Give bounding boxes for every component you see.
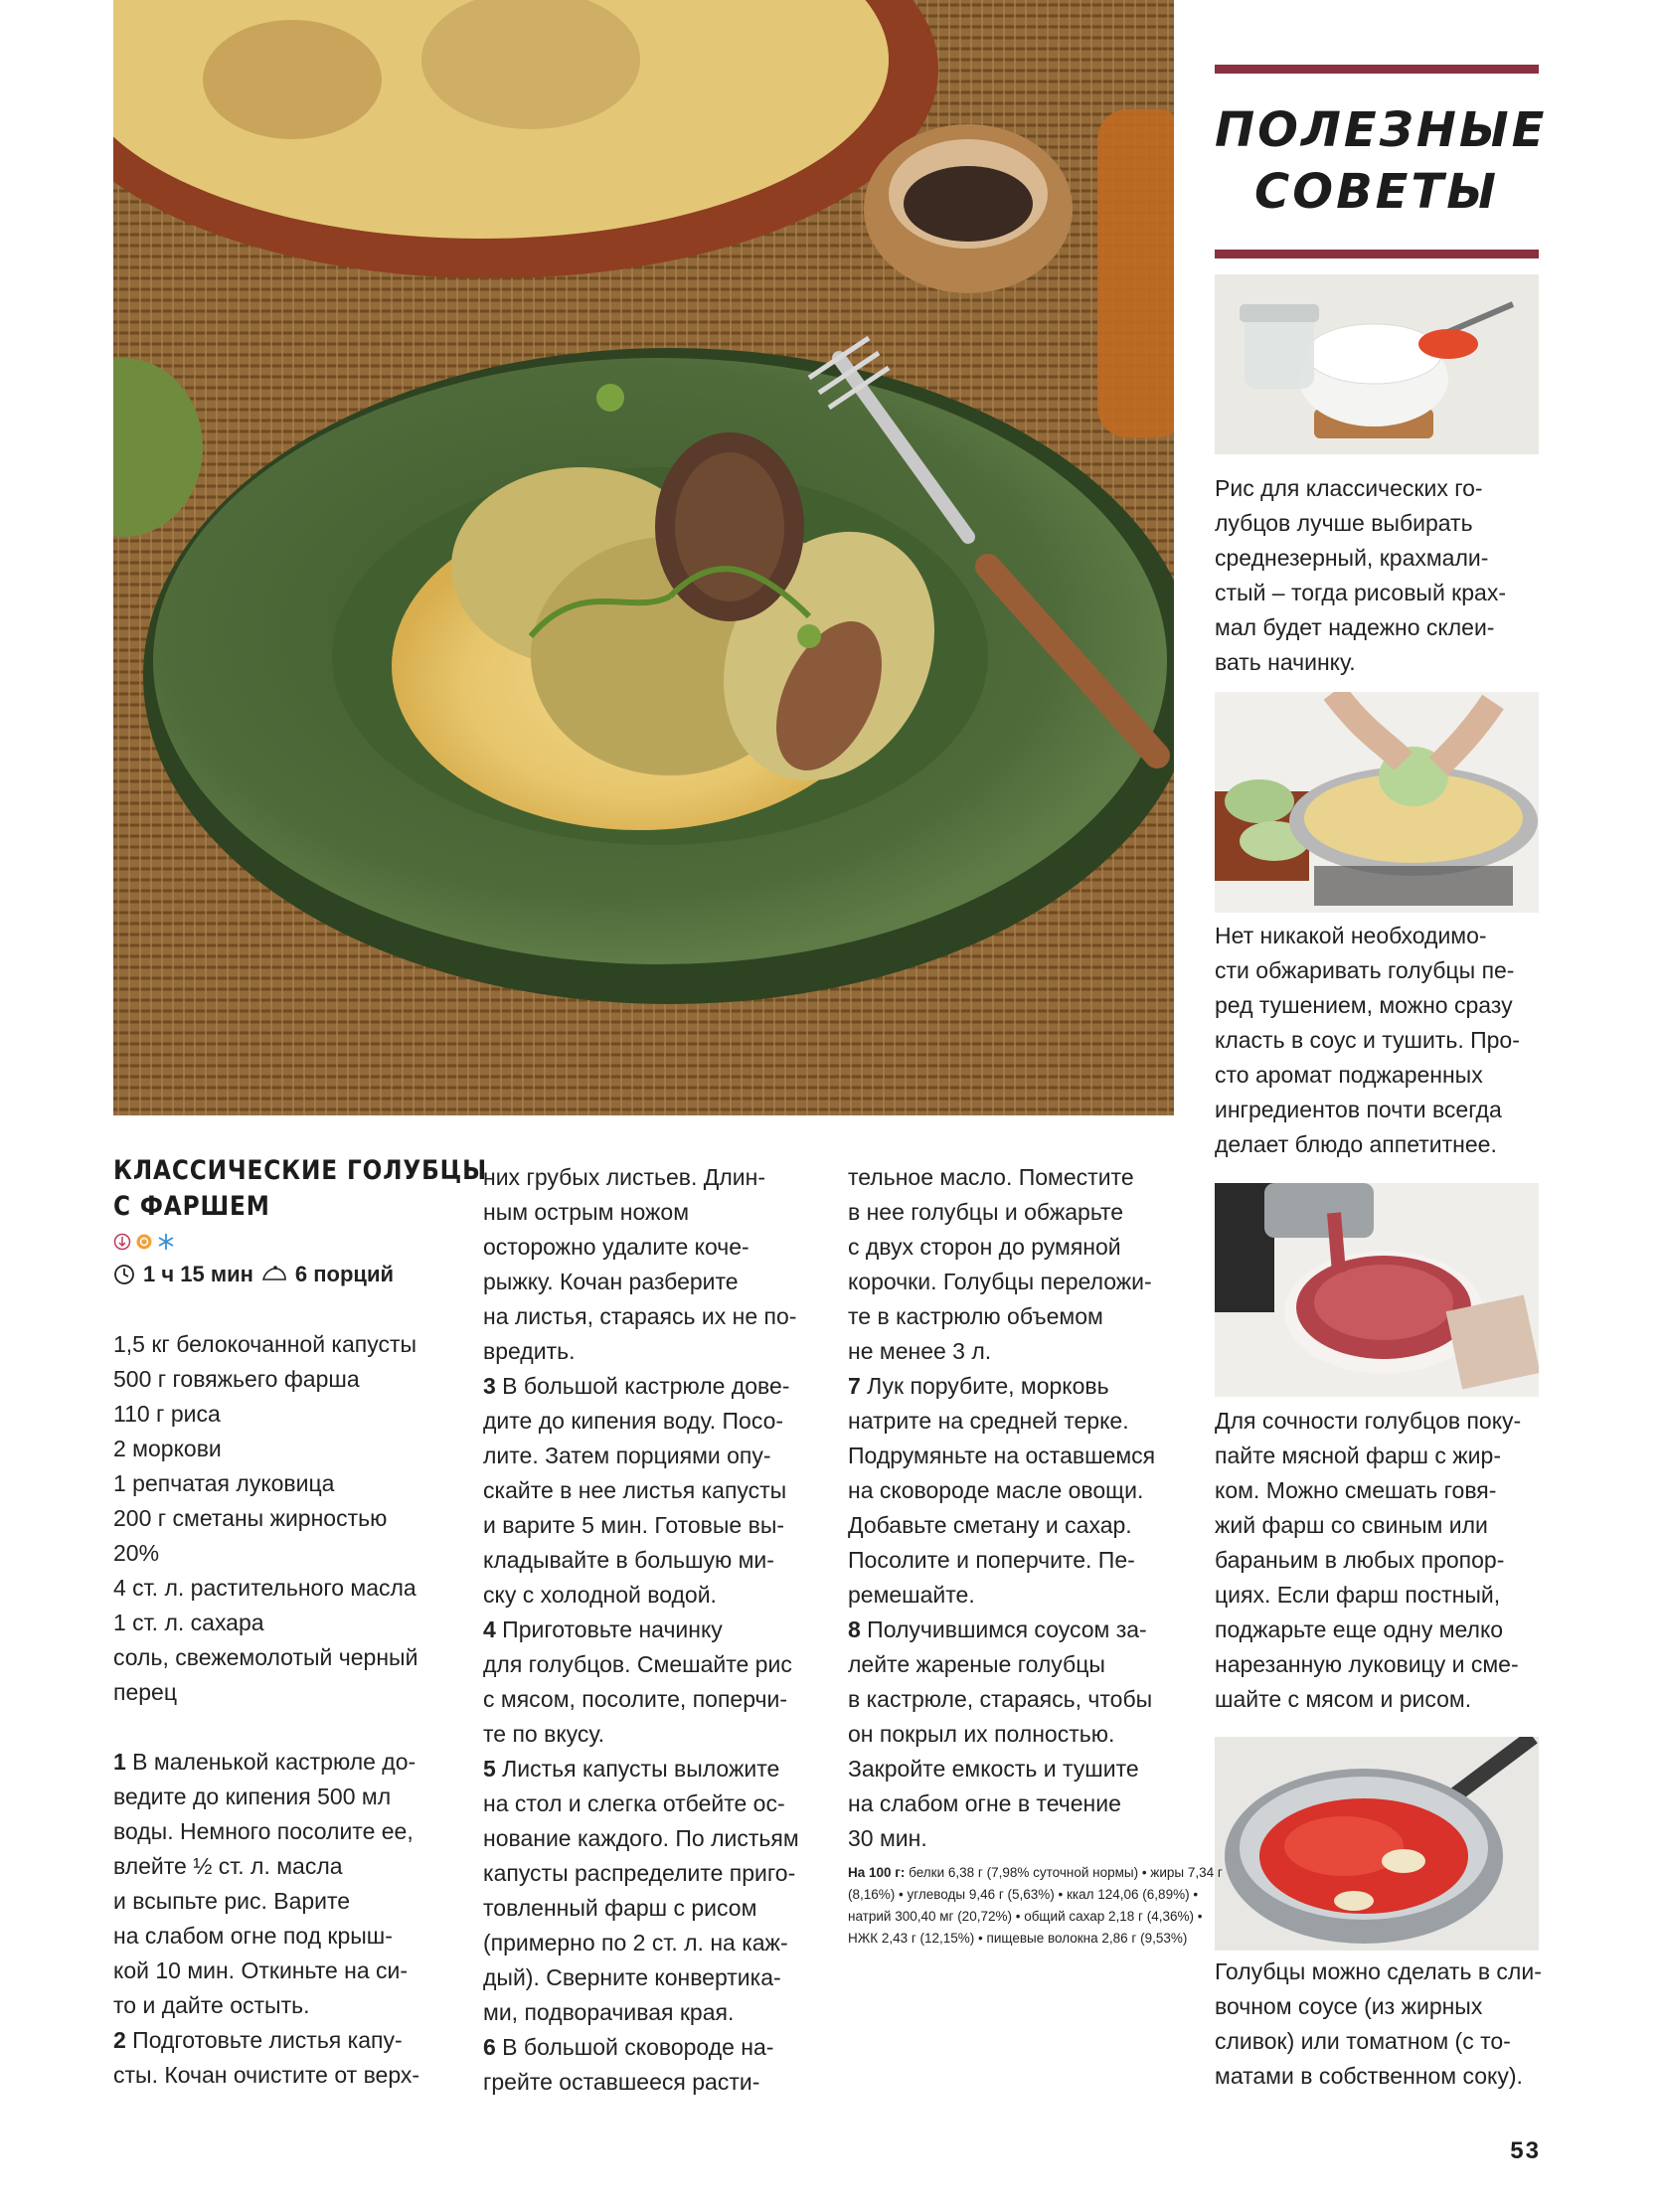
ingredient-item: 20% (113, 1540, 160, 1566)
ingredient-item: 1,5 кг белокочанной капусты (113, 1331, 417, 1357)
step-text: лите. Затем порциями опу- (483, 1443, 771, 1468)
tips-bottom-rule (1215, 250, 1539, 258)
step-text: и варите 5 мин. Готовые вы- (483, 1512, 785, 1538)
tip3-line: нарезанную луковицу и сме- (1215, 1651, 1519, 1677)
step-number: 4 (483, 1616, 496, 1642)
step-line (483, 2030, 811, 2065)
tip1-line: мал будет надежно склеи- (1215, 614, 1495, 640)
ingredient-item: 500 г говяжьего фарша (113, 1366, 360, 1392)
step-line (483, 1195, 811, 1230)
recipe-column-2 (483, 1160, 811, 2100)
step-line (483, 1613, 811, 1647)
step-line (113, 2058, 446, 2093)
step-text: дый). Сверните конвертика- (483, 1964, 781, 1990)
step-line (483, 1647, 811, 1682)
step-line (113, 1745, 446, 1780)
step-line (483, 1578, 811, 1613)
step-text: те по вкусу. (483, 1721, 604, 1747)
tip2-line: класть в соус и тушить. Про- (1215, 1027, 1520, 1053)
step-line (848, 1752, 1181, 1787)
step-line (848, 1473, 1181, 1508)
step-line (483, 1891, 811, 1926)
step-line (848, 1682, 1181, 1717)
tip-photo-frying (1215, 692, 1539, 913)
step-text: в кастрюле, стараясь, чтобы (848, 1686, 1153, 1712)
ingredient-item: 4 ст. л. растительного масла (113, 1575, 416, 1601)
page-number: 53 (1510, 2137, 1541, 2164)
step-text: натрите на средней терке. (848, 1408, 1129, 1434)
ingredient-item: 110 г риса (113, 1401, 221, 1427)
step-line (483, 1752, 811, 1787)
step-text: нование каждого. По листьям (483, 1825, 799, 1851)
step-line (483, 1404, 811, 1439)
step-text: вредить. (483, 1338, 576, 1364)
step-text: то и дайте остыть. (113, 1992, 310, 2018)
step-line (848, 1299, 1181, 1334)
step-text: дите до кипения воду. Посо- (483, 1408, 784, 1434)
step-text: Подрумяньте на оставшемся (848, 1443, 1156, 1468)
step-text: на листья, стараясь их не по- (483, 1303, 797, 1329)
step-line (848, 1821, 1181, 1856)
tip3-line: циях. Если фарш постный, (1215, 1582, 1501, 1608)
servings-icon (261, 1264, 287, 1285)
step-line (113, 1954, 446, 1988)
step-text: грейте оставшееся расти- (483, 2069, 760, 2095)
step-line (483, 1717, 811, 1752)
step-text: на стол и слегка отбейте ос- (483, 1790, 785, 1816)
step-text: на слабом огне в течение (848, 1790, 1121, 1816)
step-line (848, 1787, 1181, 1821)
oven-icon (135, 1233, 153, 1251)
tip2-line: Нет никакой необходимо- (1215, 923, 1487, 948)
budget-icon (113, 1233, 131, 1251)
step-text: Лук порубите, морковь (860, 1373, 1109, 1399)
step-text: ми, подворачивая края. (483, 1999, 735, 2025)
step-line (848, 1160, 1181, 1195)
recipe-title-line2: С ФАРШЕМ (113, 1191, 270, 1222)
step-line (483, 1473, 811, 1508)
step-text: он покрыл их полностью. (848, 1721, 1115, 1747)
step-line (483, 1508, 811, 1543)
step-line (483, 1787, 811, 1821)
tip4-line: Голубцы можно сделать в сли- (1215, 1958, 1542, 1984)
step-line (483, 1160, 811, 1195)
step-line (848, 1578, 1181, 1613)
step-text: В большой кастрюле дове- (495, 1373, 790, 1399)
step-number: 1 (113, 1749, 126, 1775)
step-text: В большой сковороде на- (495, 2034, 774, 2060)
tip-photo-tomato (1215, 1737, 1539, 1951)
recipe-badges (113, 1231, 446, 1253)
nutrition-line: (8,16%) • углеводы 9,46 г (5,63%) • ккал 124,06 (6,89%) • (848, 1887, 1199, 1902)
step-text: Подготовьте листья капу- (125, 2027, 403, 2053)
nutrition-label: На 100 г: (848, 1865, 906, 1880)
step-line (483, 1265, 811, 1299)
tip1-line: вать начинку. (1215, 649, 1356, 675)
step-line (848, 1508, 1181, 1543)
step-line (483, 1926, 811, 1960)
nutrition-facts (848, 1862, 1223, 1950)
step-text: кой 10 мин. Откиньте на си- (113, 1957, 409, 1983)
ingredient-item: 1 репчатая луковица (113, 1470, 335, 1496)
step-text: В маленькой кастрюле до- (125, 1749, 416, 1775)
tip3-line: ком. Можно смешать говя- (1215, 1477, 1497, 1503)
step-text: Добавьте сметану и сахар. (848, 1512, 1132, 1538)
recipe-meta (113, 1257, 446, 1291)
step-line (483, 1334, 811, 1369)
tip3-line: пайте мясной фарш с жир- (1215, 1443, 1501, 1468)
recipe-title (113, 1153, 488, 1225)
tips-top-rule (1215, 65, 1539, 74)
tip2-line: ингредиентов почти всегда (1215, 1097, 1502, 1122)
tip2-line: делает блюдо аппетитнее. (1215, 1131, 1497, 1157)
step-line (483, 2065, 811, 2100)
step-line (483, 1439, 811, 1473)
step-text: для голубцов. Смешайте рис (483, 1651, 792, 1677)
step-text: ску с холодной водой. (483, 1582, 717, 1608)
step-line (113, 1780, 446, 1814)
step-number: 8 (848, 1616, 861, 1642)
nutrition-line (848, 1862, 1223, 1884)
ingredient-item: перец (113, 1679, 178, 1705)
step-text: 30 мин. (848, 1825, 927, 1851)
step-text: кладывайте в большую ми- (483, 1547, 774, 1573)
step-number: 6 (483, 2034, 496, 2060)
step-text: Получившимся соусом за- (860, 1616, 1147, 1642)
step-number: 2 (113, 2027, 126, 2053)
cooking-time: 1 ч 15 мин (143, 1262, 253, 1286)
tip-text-3 (1215, 1404, 1545, 1717)
step-text: не менее 3 л. (848, 1338, 992, 1364)
step-line (113, 1814, 446, 1849)
step-text: (примерно по 2 ст. л. на каж- (483, 1930, 788, 1956)
step-text: с двух сторон до румяной (848, 1234, 1121, 1260)
step-number: 7 (848, 1373, 861, 1399)
step-text: лейте жареные голубцы (848, 1651, 1105, 1677)
step-text: скайте в нее листья капусты (483, 1477, 787, 1503)
nutrition-line: натрий 300,40 мг (20,72%) • общий сахар 2,18 г (4,36%) • (848, 1909, 1203, 1924)
step-line (483, 1682, 811, 1717)
nutrition-text: белки 6,38 г (7,98% суточной нормы) • жиры 7,34 г (905, 1865, 1223, 1880)
tip2-line: сто аромат поджаренных (1215, 1062, 1483, 1088)
step-text: Закройте емкость и тушите (848, 1756, 1139, 1782)
tip3-line: бараньим в любых пропор- (1215, 1547, 1505, 1573)
step-line (113, 1849, 446, 1884)
step-text: капусты распределите приго- (483, 1860, 796, 1886)
step-text: Приготовьте начинку (495, 1616, 723, 1642)
hero-photo (113, 0, 1174, 1115)
tips-heading-line1: ПОЛЕЗНЫЕ (1215, 102, 1548, 158)
step-line (483, 1543, 811, 1578)
ingredient-item: 200 г сметаны жирностью (113, 1505, 388, 1531)
step-line (113, 1884, 446, 1919)
tip1-line: лубцов лучше выбирать (1215, 510, 1473, 536)
tip2-line: сти обжаривать голубцы пе- (1215, 957, 1515, 983)
step-text: Листья капусты выложите (495, 1756, 780, 1782)
step-text: на слабом огне под крыш- (113, 1923, 393, 1949)
step-text: влейте ½ ст. л. масла (113, 1853, 343, 1879)
step-line (848, 1647, 1181, 1682)
step-text: воды. Немного посолите ее, (113, 1818, 414, 1844)
tip4-line: вочном соусе (из жирных (1215, 1993, 1483, 2019)
tip3-line: шайте с мясом и рисом. (1215, 1686, 1472, 1712)
step-number: 5 (483, 1756, 496, 1782)
step-line (483, 1960, 811, 1995)
clock-icon (113, 1264, 135, 1285)
freeze-icon (157, 1233, 175, 1251)
step-text: и всыпьте рис. Варите (113, 1888, 351, 1914)
step-text: те в кастрюлю объемом (848, 1303, 1103, 1329)
ingredients-list (113, 1327, 446, 1710)
step-line (113, 1919, 446, 1954)
step-line (848, 1404, 1181, 1439)
nutrition-line: НЖК 2,43 г (12,15%) • пищевые волокна 2,86 г (9,53%) (848, 1931, 1188, 1946)
step-text: осторожно удалите коче- (483, 1234, 749, 1260)
tip1-line: среднезерный, крахмали- (1215, 545, 1489, 571)
step-text: ремешайте. (848, 1582, 975, 1608)
step-line (483, 1856, 811, 1891)
step-text: в нее голубцы и обжарьте (848, 1199, 1124, 1225)
tip1-line: Рис для классических го- (1215, 475, 1483, 501)
tip4-line: сливок) или томатном (с то- (1215, 2028, 1511, 2054)
step-text: сты. Кочан очистите от верх- (113, 2062, 420, 2088)
recipe-title-line1: КЛАССИЧЕСКИЕ ГОЛУБЦЫ (113, 1155, 488, 1186)
tip3-line: жий фарш со свиным или (1215, 1512, 1488, 1538)
step-number: 3 (483, 1373, 496, 1399)
step-line (848, 1439, 1181, 1473)
step-text: на сковороде масле овощи. (848, 1477, 1144, 1503)
tip2-line: ред тушением, можно сразу (1215, 992, 1513, 1018)
step-line (848, 1195, 1181, 1230)
ingredient-item: соль, свежемолотый черный (113, 1644, 418, 1670)
tip3-line: Для сочности голубцов поку- (1215, 1408, 1522, 1434)
step-text: с мясом, посолите, поперчи- (483, 1686, 787, 1712)
tip3-line: поджарьте еще одну мелко (1215, 1616, 1504, 1642)
step-line (848, 1613, 1181, 1647)
tip-photo-rice (1215, 274, 1539, 454)
step-text: рыжку. Кочан разберите (483, 1269, 739, 1294)
tip-text-2 (1215, 919, 1545, 1162)
step-line (848, 1334, 1181, 1369)
step-line (483, 1230, 811, 1265)
step-line (848, 1265, 1181, 1299)
step-line (113, 1988, 446, 2023)
step-line (848, 1717, 1181, 1752)
steps-col1 (113, 1745, 446, 2093)
step-line (113, 2023, 446, 2058)
step-text: них грубых листьев. Длин- (483, 1164, 765, 1190)
step-line (483, 1369, 811, 1404)
tips-heading-line2: СОВЕТЫ (1254, 164, 1499, 220)
step-text: ным острым ножом (483, 1199, 690, 1225)
servings-count: 6 порций (294, 1262, 394, 1286)
step-text: корочки. Голубцы переложи- (848, 1269, 1152, 1294)
tips-heading (1215, 99, 1548, 223)
recipe-column-1 (113, 1153, 488, 2093)
ingredient-item: 1 ст. л. сахара (113, 1610, 264, 1635)
step-line (848, 1543, 1181, 1578)
ingredient-item: 2 моркови (113, 1436, 222, 1461)
recipe-column-3 (848, 1160, 1181, 1856)
tip1-line: стый – тогда рисовый крах- (1215, 580, 1506, 605)
step-line (483, 1821, 811, 1856)
step-line (848, 1230, 1181, 1265)
step-text: Посолите и поперчите. Пе- (848, 1547, 1135, 1573)
step-text: товленный фарш с рисом (483, 1895, 757, 1921)
step-line (483, 1299, 811, 1334)
step-text: ведите до кипения 500 мл (113, 1784, 392, 1809)
tip4-line: матами в собственном соку). (1215, 2063, 1523, 2089)
tip-text-4 (1215, 1955, 1545, 2094)
step-text: тельное масло. Поместите (848, 1164, 1134, 1190)
step-line (483, 1995, 811, 2030)
tip-photo-mince (1215, 1183, 1539, 1397)
step-line (848, 1369, 1181, 1404)
tip-text-1 (1215, 471, 1545, 680)
